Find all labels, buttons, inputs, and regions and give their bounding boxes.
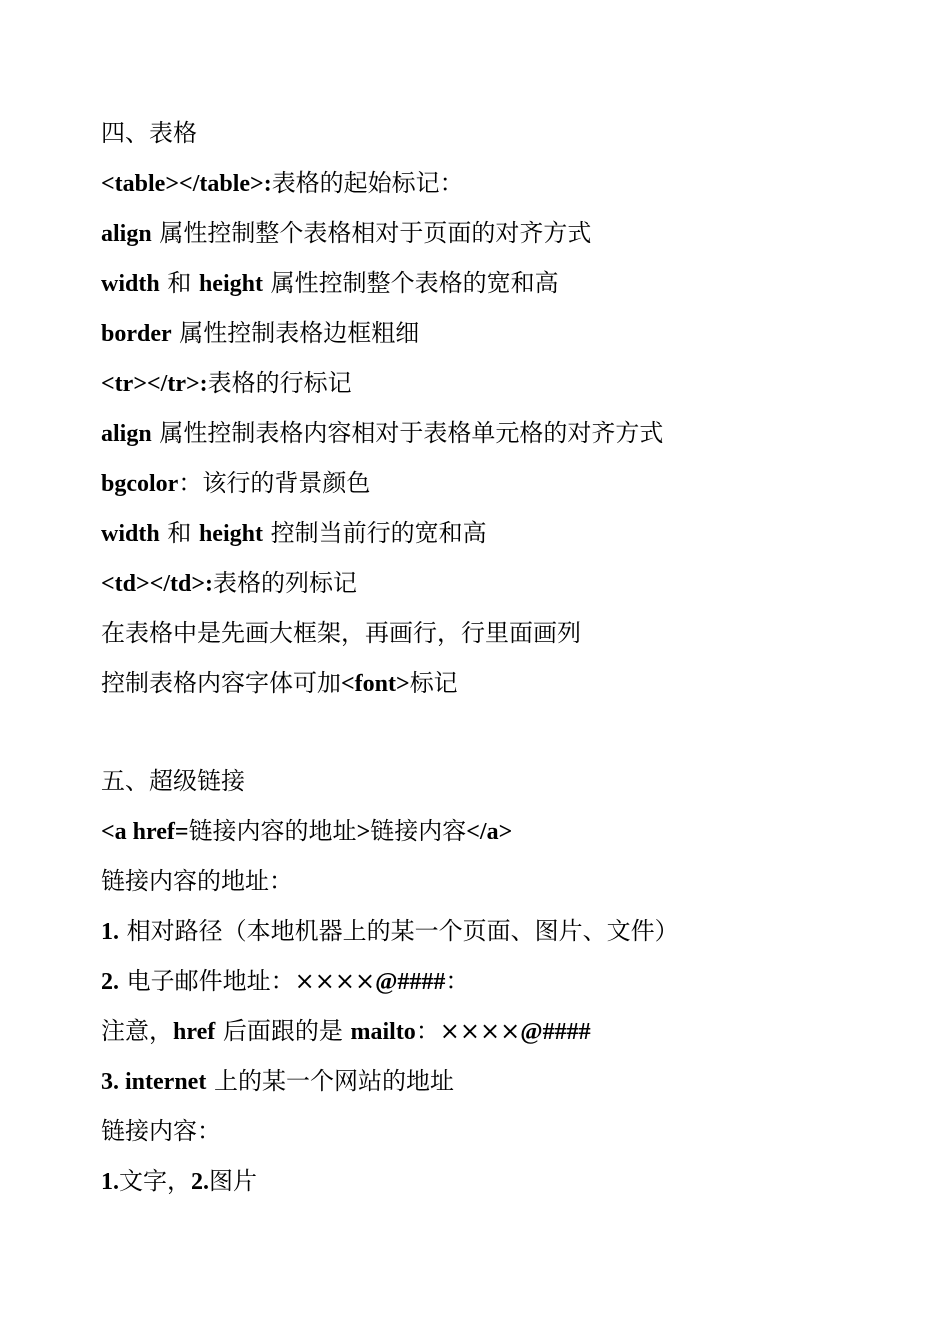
height-keyword: height xyxy=(198,271,263,297)
a-addr-text: 链接内容的地址 xyxy=(188,817,357,845)
mailto-keyword: mailto xyxy=(350,1019,416,1045)
and-text: 和 xyxy=(159,519,199,547)
a-content-text: 链接内容 xyxy=(370,817,467,845)
content-title: 链接内容： xyxy=(101,1117,221,1145)
section-5-heading xyxy=(101,766,245,796)
tip-text: 控制表格内容字体可加 xyxy=(101,669,341,697)
height-keyword: height xyxy=(198,521,263,547)
addr-title: 链接内容的地址： xyxy=(101,867,293,895)
and-text: 和 xyxy=(159,269,199,297)
align-keyword: align xyxy=(101,221,152,247)
td-desc: 表格的列标记 xyxy=(213,569,358,597)
item-number: 1. xyxy=(101,1169,119,1195)
content-title-line xyxy=(101,1116,221,1146)
table-desc: 表格的起始标记： xyxy=(271,169,464,197)
email-at: @#### xyxy=(520,1019,591,1045)
note-text: ：×××× xyxy=(415,1017,521,1045)
border-keyword: border xyxy=(101,321,172,347)
heading-text: 四、表格 xyxy=(101,119,197,147)
table-align-line xyxy=(101,218,591,248)
a-open-tag: <a href= xyxy=(101,819,189,845)
internet-keyword: internet xyxy=(119,1069,207,1095)
font-tag: <font> xyxy=(341,671,410,697)
mailto-note-line xyxy=(101,1016,591,1046)
table-tip-line xyxy=(101,618,581,648)
tip-text: 标记 xyxy=(409,669,458,697)
note-text: 后面跟的是 xyxy=(215,1017,351,1045)
heading-text: 五、超级链接 xyxy=(101,767,245,795)
item-number: 2. xyxy=(101,969,119,995)
content-types-line xyxy=(101,1166,257,1196)
td-tag-line xyxy=(101,568,357,598)
section-4-heading xyxy=(101,118,197,148)
border-desc: 属性控制表格边框粗细 xyxy=(171,319,420,347)
align-desc: 属性控制整个表格相对于页面的对齐方式 xyxy=(151,219,592,247)
item-text: 相对路径（本地机器上的某一个页面、图片、文件） xyxy=(119,917,679,945)
bgcolor-line xyxy=(101,468,370,498)
size-desc: 属性控制整个表格的宽和高 xyxy=(262,269,559,297)
tr-desc: 表格的行标记 xyxy=(207,369,352,397)
table-size-line xyxy=(101,268,559,298)
item-number: 2. xyxy=(191,1169,209,1195)
note-text: 注意， xyxy=(101,1017,173,1045)
item-text: 电子邮件地址：×××× xyxy=(119,967,376,995)
table-border-line xyxy=(101,318,419,348)
row-align-line xyxy=(101,418,663,448)
list-item-1 xyxy=(101,916,679,946)
width-keyword: width xyxy=(101,521,160,547)
item-text: 文字， xyxy=(119,1167,191,1195)
list-item-2 xyxy=(101,966,469,996)
row-size-line xyxy=(101,518,487,548)
item-text: 上的某一个网站的地址 xyxy=(206,1067,454,1095)
item-number: 3. xyxy=(101,1069,119,1095)
align-keyword: align xyxy=(101,421,152,447)
a-close-tag: </a> xyxy=(466,819,513,845)
email-at: @#### xyxy=(375,969,446,995)
href-keyword: href xyxy=(173,1019,216,1045)
width-keyword: width xyxy=(101,271,160,297)
bgcolor-keyword: bgcolor xyxy=(101,471,179,497)
table-tag: <table></table>: xyxy=(101,171,272,197)
a-tag-line xyxy=(101,816,512,846)
list-item-3 xyxy=(101,1066,454,1096)
size-desc: 控制当前行的宽和高 xyxy=(262,519,487,547)
tr-tag-line xyxy=(101,368,352,398)
tr-tag: <tr></tr>: xyxy=(101,371,208,397)
tip-text: 在表格中是先画大框架，再画行，行里面画列 xyxy=(101,619,581,647)
item-number: 1. xyxy=(101,919,119,945)
align-desc: 属性控制表格内容相对于表格单元格的对齐方式 xyxy=(151,419,664,447)
a-gt: > xyxy=(356,819,371,845)
table-tag-line xyxy=(101,168,464,198)
item-end: ： xyxy=(445,967,470,995)
addr-title-line xyxy=(101,866,293,896)
font-tip-line xyxy=(101,668,458,698)
bgcolor-desc: ：该行的背景颜色 xyxy=(178,469,371,497)
td-tag: <td></td>: xyxy=(101,571,214,597)
item-text: 图片 xyxy=(209,1167,257,1195)
